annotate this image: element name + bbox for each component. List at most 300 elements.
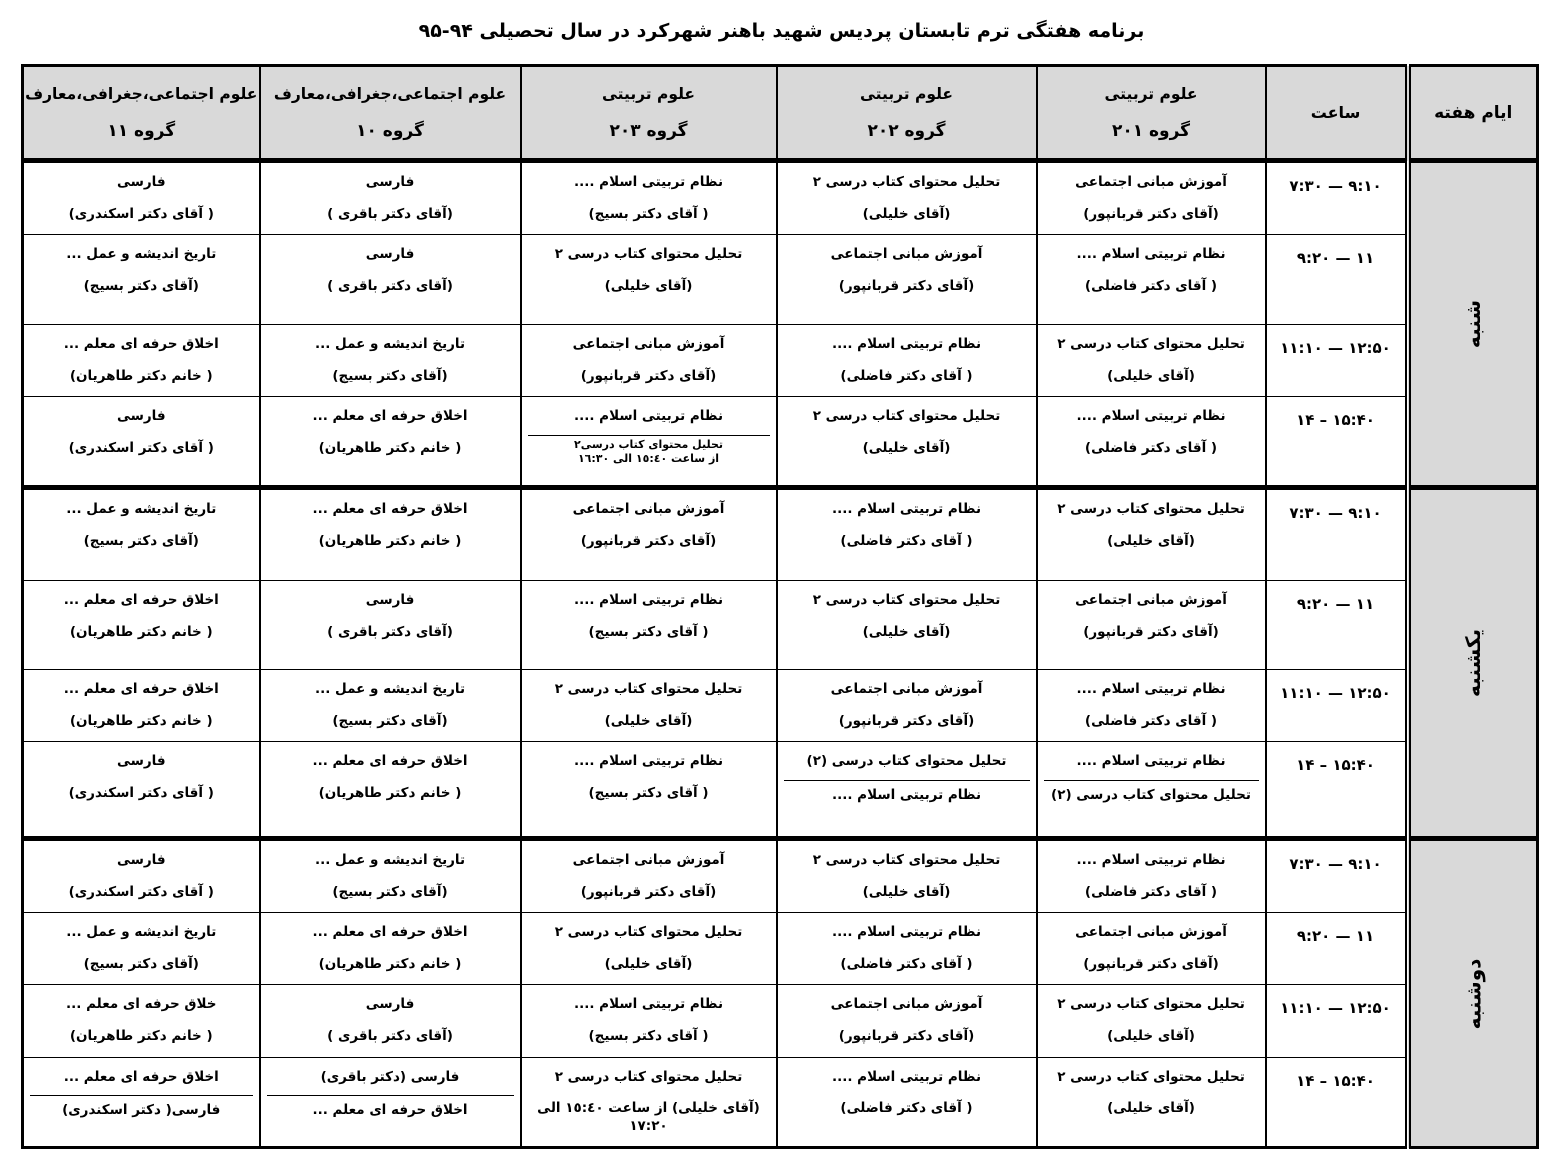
day-cell-monday bbox=[1408, 839, 1538, 1148]
teacher-name: (آقای خلیلی) bbox=[1107, 532, 1195, 549]
cell-content bbox=[778, 841, 1036, 912]
course-cell-g202 bbox=[777, 839, 1037, 913]
cell-content bbox=[522, 235, 776, 306]
cell-content bbox=[261, 913, 520, 984]
cell-content bbox=[778, 490, 1036, 561]
cell-content bbox=[261, 581, 520, 652]
teacher-name: ( خانم دکتر طاهریان) bbox=[318, 955, 462, 972]
teacher-name: (آقای دکتر بسیج) bbox=[332, 367, 448, 384]
course-cell-g203 bbox=[521, 581, 777, 670]
course-name: نظام تربیتی اسلام .... bbox=[573, 408, 724, 425]
course-cell-g10 bbox=[260, 670, 521, 742]
cell-content bbox=[522, 1058, 776, 1147]
course-cell-g201 bbox=[1037, 985, 1266, 1057]
course-name: تحلیل محتوای کتاب درسی ۲ bbox=[1057, 501, 1245, 518]
time-cell bbox=[1266, 397, 1408, 488]
time-cell bbox=[1266, 161, 1408, 235]
teacher-name: (آقای دکتر بسیج) bbox=[83, 277, 199, 294]
course-cell-g11 bbox=[23, 325, 260, 397]
time-cell bbox=[1266, 985, 1408, 1057]
header-department: علوم تربیتی bbox=[601, 84, 695, 103]
cell-content bbox=[778, 913, 1036, 984]
header-group-10 bbox=[260, 66, 521, 161]
time-range: ۹:۲۰ — ۱۱ bbox=[1296, 249, 1375, 268]
teacher-name: ( آقای دکتر اسکندری) bbox=[68, 439, 214, 456]
time-cell bbox=[1266, 742, 1408, 839]
course-cell-g201 bbox=[1037, 581, 1266, 670]
time-cell bbox=[1266, 325, 1408, 397]
course-cell-g11 bbox=[23, 839, 260, 913]
teacher-name: (آقای خلیلی) bbox=[604, 712, 693, 729]
course-name: آموزش مبانی اجتماعی bbox=[1075, 592, 1227, 609]
course-cell-g203 bbox=[521, 1057, 777, 1148]
course-name: اخلاق حرفه ای معلم ... bbox=[312, 924, 468, 941]
course-cell-g203 bbox=[521, 670, 777, 742]
cell-content bbox=[1038, 1058, 1265, 1129]
teacher-name: ( آقای دکتر فاضلی) bbox=[840, 955, 973, 972]
teacher-name: (آقای دکتر قربانپور) bbox=[838, 1028, 975, 1045]
cell-content bbox=[1038, 742, 1265, 812]
time-cell bbox=[1266, 670, 1408, 742]
course-name: تحلیل محتوای کتاب درسی ۲ bbox=[812, 174, 1001, 190]
course-name: فارسی bbox=[116, 753, 166, 770]
teacher-name: (آقای خلیلی) bbox=[1107, 1028, 1195, 1045]
header-group-201 bbox=[1037, 66, 1266, 161]
course-cell-g202 bbox=[777, 325, 1037, 397]
course-cell-g202 bbox=[777, 581, 1037, 670]
schedule-row bbox=[23, 839, 1538, 913]
time-range: ۱۱:۱۰ — ۱۲:۵۰ bbox=[1280, 684, 1391, 703]
cell-content bbox=[522, 163, 776, 234]
table-body bbox=[23, 161, 1538, 1148]
course-cell-g202 bbox=[777, 488, 1037, 581]
course-name: تحلیل محتوای کتاب درسی (۲) bbox=[806, 753, 1007, 770]
cell-content bbox=[522, 581, 776, 652]
cell-content bbox=[24, 235, 259, 306]
time-cell bbox=[1266, 235, 1408, 325]
header-label: ایام هفته bbox=[1434, 102, 1513, 123]
cell-content bbox=[778, 163, 1036, 234]
cell-content bbox=[24, 325, 259, 396]
header-group-11 bbox=[23, 66, 260, 161]
teacher-name: (آقای دکتر قربانپور) bbox=[838, 277, 975, 294]
time-cell bbox=[1266, 839, 1408, 913]
sub-course-text: از ساعت ١٥:٤٠ الی ١٦:٣٠ bbox=[577, 452, 720, 466]
course-name: تاریخ اندیشه و عمل ... bbox=[66, 924, 217, 941]
course-name: آموزش مبانی اجتماعی bbox=[830, 996, 983, 1013]
course-name: اخلاق حرفه ای معلم ... bbox=[63, 336, 219, 353]
cell-content bbox=[261, 670, 520, 741]
cell-content bbox=[261, 985, 520, 1056]
course-name: آموزش مبانی اجتماعی bbox=[572, 336, 725, 353]
teacher-name: (آقای دکتر بسیج) bbox=[332, 883, 448, 900]
time-cell bbox=[1266, 488, 1408, 581]
course-name: اخلاق حرفه ای معلم ... bbox=[63, 681, 219, 698]
day-label: یکشنبه bbox=[1461, 629, 1486, 698]
course-cell-g10 bbox=[260, 913, 521, 985]
course-name: نظام تربیتی اسلام .... bbox=[1076, 681, 1226, 698]
course-name: فارسی bbox=[365, 996, 415, 1013]
sub-course-text: نظام تربیتی اسلام .... bbox=[831, 786, 982, 803]
cell-content bbox=[1038, 581, 1265, 652]
course-cell-g201 bbox=[1037, 488, 1266, 581]
schedule-row bbox=[23, 397, 1538, 488]
time-range: ۹:۲۰ — ۱۱ bbox=[1296, 927, 1375, 946]
course-name: تاریخ اندیشه و عمل ... bbox=[314, 681, 466, 698]
time-range: ۱۱:۱۰ — ۱۲:۵۰ bbox=[1280, 999, 1391, 1018]
cell-content bbox=[778, 670, 1036, 741]
header-group-number: گروه ۲۰۲ bbox=[867, 120, 946, 141]
course-name: تاریخ اندیشه و عمل ... bbox=[66, 501, 217, 518]
teacher-name: (آقای خلیلی) bbox=[862, 623, 951, 640]
cell-content bbox=[261, 1058, 520, 1128]
cell-content bbox=[24, 742, 259, 813]
course-name: آموزش مبانی اجتماعی bbox=[572, 501, 725, 518]
teacher-name: ( آقای دکتر فاضلی) bbox=[1084, 439, 1218, 456]
schedule-row bbox=[23, 235, 1538, 325]
course-cell-g201 bbox=[1037, 742, 1266, 839]
course-name: تحلیل محتوای کتاب درسی ۲ bbox=[554, 1068, 743, 1085]
course-name: نظام تربیتی اسلام .... bbox=[831, 501, 982, 518]
header-time-column bbox=[1266, 66, 1408, 161]
course-name: تاریخ اندیشه و عمل ... bbox=[66, 246, 217, 263]
teacher-name: (آقای دکتر باقری ) bbox=[327, 1028, 453, 1045]
time-range: ۱۴ – ۱۵:۴۰ bbox=[1296, 411, 1375, 430]
cell-content bbox=[522, 670, 776, 741]
teacher-name: (آقای دکتر قربانپور) bbox=[580, 532, 717, 549]
course-cell-g201 bbox=[1037, 397, 1266, 488]
cell-content bbox=[778, 397, 1036, 468]
cell-divider bbox=[30, 1095, 253, 1096]
course-cell-g10 bbox=[260, 839, 521, 913]
cell-content bbox=[522, 913, 776, 984]
teacher-name: ( آقای دکتر بسیج) bbox=[588, 623, 709, 640]
course-cell-g10 bbox=[260, 235, 521, 325]
cell-content bbox=[522, 841, 776, 912]
teacher-name: (آقای دکتر قربانپور) bbox=[580, 883, 717, 900]
time-range: ۱۴ – ۱۵:۴۰ bbox=[1296, 756, 1375, 775]
cell-divider bbox=[784, 780, 1030, 781]
sub-course-text: تحلیل محتوای کتاب درسی (۲) bbox=[1051, 786, 1251, 803]
cell-content bbox=[522, 397, 776, 470]
course-name: نظام تربیتی اسلام .... bbox=[573, 753, 724, 770]
cell-content bbox=[778, 985, 1036, 1056]
teacher-name: ( آقای دکتر اسکندری) bbox=[68, 784, 214, 801]
cell-content bbox=[261, 841, 520, 912]
course-cell-g11 bbox=[23, 235, 260, 325]
cell-content bbox=[1038, 490, 1265, 561]
course-name: نظام تربیتی اسلام .... bbox=[831, 924, 982, 941]
course-cell-g10 bbox=[260, 1057, 521, 1148]
time-cell bbox=[1266, 913, 1408, 985]
cell-content bbox=[261, 397, 520, 468]
cell-content bbox=[1038, 235, 1265, 306]
teacher-name: ( آقای دکتر فاضلی) bbox=[1084, 712, 1218, 729]
teacher-name: (آقای دکتر بسیج) bbox=[332, 712, 448, 729]
teacher-name: (آقای دکتر باقری ) bbox=[327, 205, 453, 222]
course-cell-g201 bbox=[1037, 235, 1266, 325]
schedule-row bbox=[23, 161, 1538, 235]
teacher-name: (آقای دکتر باقری ) bbox=[327, 277, 453, 294]
course-cell-g11 bbox=[23, 161, 260, 235]
header-group-number: گروه ۱۱ bbox=[107, 120, 176, 141]
cell-content bbox=[1038, 841, 1265, 912]
time-range: ۷:۳۰ — ۹:۱۰ bbox=[1289, 855, 1382, 874]
schedule-row bbox=[23, 325, 1538, 397]
teacher-name: (آقای خلیلی) bbox=[862, 439, 951, 456]
teacher-name: (آقای دکتر قربانپور) bbox=[1083, 623, 1219, 640]
course-cell-g203 bbox=[521, 235, 777, 325]
course-name: تحلیل محتوای کتاب درسی ۲ bbox=[554, 246, 743, 263]
cell-content bbox=[24, 985, 259, 1056]
cell-content bbox=[778, 325, 1036, 396]
course-cell-g11 bbox=[23, 913, 260, 985]
schedule-row bbox=[23, 1057, 1538, 1148]
course-name: فارسی bbox=[116, 408, 166, 425]
cell-content bbox=[1038, 670, 1265, 741]
teacher-name: ( خانم دکتر طاهریان) bbox=[69, 1028, 213, 1045]
schedule-row bbox=[23, 913, 1538, 985]
course-name: تاریخ اندیشه و عمل ... bbox=[314, 336, 466, 353]
teacher-name: (آقای دکتر قربانپور) bbox=[580, 367, 717, 384]
teacher-name: ( خانم دکتر طاهریان) bbox=[318, 784, 462, 801]
sub-course-text: تحلیل محتوای کتاب درسی۲ bbox=[573, 437, 724, 451]
course-cell-g202 bbox=[777, 235, 1037, 325]
course-cell-g202 bbox=[777, 161, 1037, 235]
cell-content bbox=[522, 325, 776, 396]
teacher-name: (آقای خلیلی) bbox=[1107, 367, 1195, 384]
teacher-name: ( آقای دکتر بسیج) bbox=[588, 205, 709, 222]
course-cell-g203 bbox=[521, 839, 777, 913]
course-name: تحلیل محتوای کتاب درسی ۲ bbox=[1057, 1068, 1245, 1085]
course-cell-g201 bbox=[1037, 670, 1266, 742]
teacher-name: ( خانم دکتر طاهریان) bbox=[69, 712, 213, 729]
schedule-row bbox=[23, 581, 1538, 670]
cell-content bbox=[24, 670, 259, 741]
course-name: تحلیل محتوای کتاب درسی ۲ bbox=[554, 681, 743, 698]
teacher-name: ( آقای دکتر بسیج) bbox=[588, 1028, 709, 1045]
course-cell-g203 bbox=[521, 488, 777, 581]
course-cell-g203 bbox=[521, 742, 777, 839]
header-group-203 bbox=[521, 66, 777, 161]
cell-content bbox=[24, 163, 259, 234]
teacher-name: ( آقای دکتر فاضلی) bbox=[840, 1100, 973, 1117]
cell-content bbox=[261, 742, 520, 813]
teacher-name: (آقای خلیلی) از ساعت ١٥:٤٠ الی ١٧:٢٠ bbox=[537, 1100, 760, 1134]
cell-content bbox=[24, 841, 259, 912]
header-department: علوم اجتماعی،جغرافی،معارف bbox=[273, 84, 507, 103]
cell-content bbox=[24, 397, 259, 468]
course-name: تاریخ اندیشه و عمل ... bbox=[314, 852, 466, 869]
course-cell-g201 bbox=[1037, 325, 1266, 397]
day-cell-sunday bbox=[1408, 488, 1538, 839]
cell-content bbox=[261, 490, 520, 561]
course-name: نظام تربیتی اسلام .... bbox=[573, 996, 724, 1013]
schedule-row bbox=[23, 742, 1538, 839]
course-name: نظام تربیتی اسلام .... bbox=[1076, 852, 1226, 869]
teacher-name: ( آقای دکتر فاضلی) bbox=[1084, 883, 1218, 900]
course-cell-g202 bbox=[777, 670, 1037, 742]
cell-content bbox=[522, 490, 776, 561]
course-name: نظام تربیتی اسلام .... bbox=[831, 1068, 982, 1085]
teacher-name: ( خانم دکتر طاهریان) bbox=[69, 367, 213, 384]
cell-content bbox=[24, 581, 259, 652]
course-name: فارسی bbox=[365, 592, 415, 609]
course-name: اخلاق حرفه ای معلم ... bbox=[312, 753, 468, 770]
course-name: نظام تربیتی اسلام .... bbox=[1076, 408, 1226, 425]
header-department: علوم تربیتی bbox=[1104, 84, 1198, 103]
teacher-name: (آقای دکتر بسیج) bbox=[83, 955, 199, 972]
teacher-name: (آقای خلیلی) bbox=[604, 955, 693, 972]
teacher-name: ( خانم دکتر طاهریان) bbox=[69, 623, 213, 640]
course-name: خلاق حرفه ای معلم ... bbox=[66, 996, 217, 1013]
course-name: فارسی bbox=[116, 174, 166, 190]
course-name: نظام تربیتی اسلام .... bbox=[573, 592, 724, 609]
course-cell-g202 bbox=[777, 742, 1037, 839]
teacher-name: (آقای دکتر قربانپور) bbox=[1083, 955, 1219, 972]
teacher-name: (آقای دکتر باقری ) bbox=[327, 623, 453, 640]
course-cell-g11 bbox=[23, 581, 260, 670]
course-cell-g10 bbox=[260, 985, 521, 1057]
course-name: آموزش مبانی اجتماعی bbox=[830, 681, 983, 698]
teacher-name: (آقای خلیلی) bbox=[862, 205, 951, 222]
header-group-number: گروه ۲۰۱ bbox=[1111, 120, 1191, 141]
cell-content bbox=[778, 1058, 1036, 1129]
cell-content bbox=[261, 325, 520, 396]
course-name: تحلیل محتوای کتاب درسی ۲ bbox=[1057, 336, 1245, 353]
course-cell-g201 bbox=[1037, 161, 1266, 235]
cell-content bbox=[522, 985, 776, 1056]
course-name: فارسی bbox=[365, 174, 415, 190]
course-name: تحلیل محتوای کتاب درسی ۲ bbox=[554, 924, 743, 941]
cell-content bbox=[522, 742, 776, 813]
header-group-number: گروه ۲۰۳ bbox=[609, 120, 688, 141]
cell-content bbox=[1038, 163, 1265, 234]
course-name: تحلیل محتوای کتاب درسی ۲ bbox=[1057, 996, 1245, 1013]
cell-content bbox=[778, 581, 1036, 652]
teacher-name: (آقای دکتر قربانپور) bbox=[838, 712, 975, 729]
day-cell-saturday bbox=[1408, 161, 1538, 488]
header-department: علوم اجتماعی،جغرافی،معارف bbox=[25, 84, 258, 103]
cell-content bbox=[24, 913, 259, 984]
cell-content bbox=[24, 490, 259, 561]
teacher-name: ( آقای دکتر فاضلی) bbox=[840, 532, 973, 549]
course-cell-g203 bbox=[521, 913, 777, 985]
teacher-name: ( آقای دکتر فاضلی) bbox=[840, 367, 973, 384]
time-cell bbox=[1266, 1057, 1408, 1148]
course-cell-g11 bbox=[23, 488, 260, 581]
course-cell-g10 bbox=[260, 161, 521, 235]
course-name: آموزش مبانی اجتماعی bbox=[830, 246, 983, 263]
course-cell-g11 bbox=[23, 670, 260, 742]
course-name: اخلاق حرفه ای معلم ... bbox=[63, 592, 219, 609]
teacher-name: (آقای خلیلی) bbox=[604, 277, 693, 294]
schedule-row bbox=[23, 985, 1538, 1057]
cell-divider bbox=[528, 435, 770, 436]
course-cell-g202 bbox=[777, 397, 1037, 488]
course-name: نظام تربیتی اسلام .... bbox=[573, 174, 724, 190]
teacher-name: ( خانم دکتر طاهریان) bbox=[318, 439, 462, 456]
course-cell-g11 bbox=[23, 742, 260, 839]
time-range: ۱۴ – ۱۵:۴۰ bbox=[1296, 1071, 1375, 1090]
course-cell-g203 bbox=[521, 985, 777, 1057]
course-cell-g203 bbox=[521, 325, 777, 397]
cell-content bbox=[1038, 913, 1265, 984]
schedule-row bbox=[23, 488, 1538, 581]
course-name: فارسی bbox=[365, 246, 415, 263]
course-cell-g202 bbox=[777, 913, 1037, 985]
teacher-name: ( آقای دکتر اسکندری) bbox=[68, 205, 214, 222]
day-label: دوشنبه bbox=[1461, 958, 1486, 1030]
header-department: علوم تربیتی bbox=[859, 84, 953, 103]
teacher-name: ( آقای دکتر اسکندری) bbox=[68, 883, 214, 900]
course-name: آموزش مبانی اجتماعی bbox=[1075, 174, 1227, 190]
header-group-202 bbox=[777, 66, 1037, 161]
time-range: ۷:۳۰ — ۹:۱۰ bbox=[1289, 177, 1382, 195]
course-cell-g11 bbox=[23, 397, 260, 488]
cell-content bbox=[261, 235, 520, 306]
cell-content bbox=[1038, 397, 1265, 468]
course-cell-g11 bbox=[23, 985, 260, 1057]
cell-content bbox=[1038, 985, 1265, 1056]
time-range: ۷:۳۰ — ۹:۱۰ bbox=[1289, 504, 1382, 523]
cell-content bbox=[778, 742, 1036, 812]
cell-divider bbox=[267, 1095, 514, 1096]
time-range: ۱۱:۱۰ — ۱۲:۵۰ bbox=[1280, 339, 1391, 358]
course-cell-g203 bbox=[521, 161, 777, 235]
cell-content bbox=[24, 1058, 259, 1128]
course-cell-g203 bbox=[521, 397, 777, 488]
course-cell-g201 bbox=[1037, 839, 1266, 913]
course-name: آموزش مبانی اجتماعی bbox=[572, 852, 725, 869]
time-cell bbox=[1266, 581, 1408, 670]
teacher-name: (آقای دکتر قربانپور) bbox=[1083, 205, 1219, 222]
schedule-row bbox=[23, 670, 1538, 742]
course-name: فارسی (دکتر باقری) bbox=[320, 1068, 460, 1085]
table-header bbox=[23, 66, 1538, 161]
teacher-name: ( خانم دکتر طاهریان) bbox=[318, 532, 462, 549]
sub-course-text: اخلاق حرفه ای معلم ... bbox=[312, 1102, 468, 1119]
course-cell-g202 bbox=[777, 1057, 1037, 1148]
course-cell-g202 bbox=[777, 985, 1037, 1057]
header-row bbox=[23, 66, 1538, 161]
course-name: تحلیل محتوای کتاب درسی ۲ bbox=[812, 592, 1001, 609]
course-cell-g10 bbox=[260, 397, 521, 488]
schedule-table bbox=[21, 64, 1539, 1149]
page-title: برنامه هفتگی ترم تابستان پردیس شهید باهنر شهرکرد در سال تحصیلی ۹۴-۹۵ bbox=[418, 20, 1145, 42]
course-cell-g201 bbox=[1037, 1057, 1266, 1148]
course-name: نظام تربیتی اسلام .... bbox=[1076, 753, 1226, 770]
course-cell-g10 bbox=[260, 742, 521, 839]
course-cell-g201 bbox=[1037, 913, 1266, 985]
course-name: آموزش مبانی اجتماعی bbox=[1075, 924, 1227, 941]
sub-course-text: فارسی( دکتر اسکندری) bbox=[62, 1102, 221, 1119]
time-range: ۹:۲۰ — ۱۱ bbox=[1296, 595, 1375, 614]
course-name: فارسی bbox=[116, 852, 166, 869]
teacher-name: (آقای خلیلی) bbox=[1107, 1100, 1195, 1117]
day-label: شنبه bbox=[1461, 300, 1486, 349]
teacher-name: ( آقای دکتر بسیج) bbox=[588, 784, 709, 801]
course-name: اخلاق حرفه ای معلم ... bbox=[312, 408, 468, 425]
teacher-name: (آقای خلیلی) bbox=[862, 883, 951, 900]
course-name: تحلیل محتوای کتاب درسی ۲ bbox=[812, 852, 1001, 869]
teacher-name: (آقای دکتر بسیج) bbox=[83, 532, 199, 549]
course-cell-g10 bbox=[260, 488, 521, 581]
cell-content bbox=[261, 163, 520, 234]
teacher-name: ( آقای دکتر فاضلی) bbox=[1084, 277, 1218, 294]
cell-divider bbox=[1044, 780, 1259, 781]
course-name: اخلاق حرفه ای معلم ... bbox=[312, 501, 468, 518]
